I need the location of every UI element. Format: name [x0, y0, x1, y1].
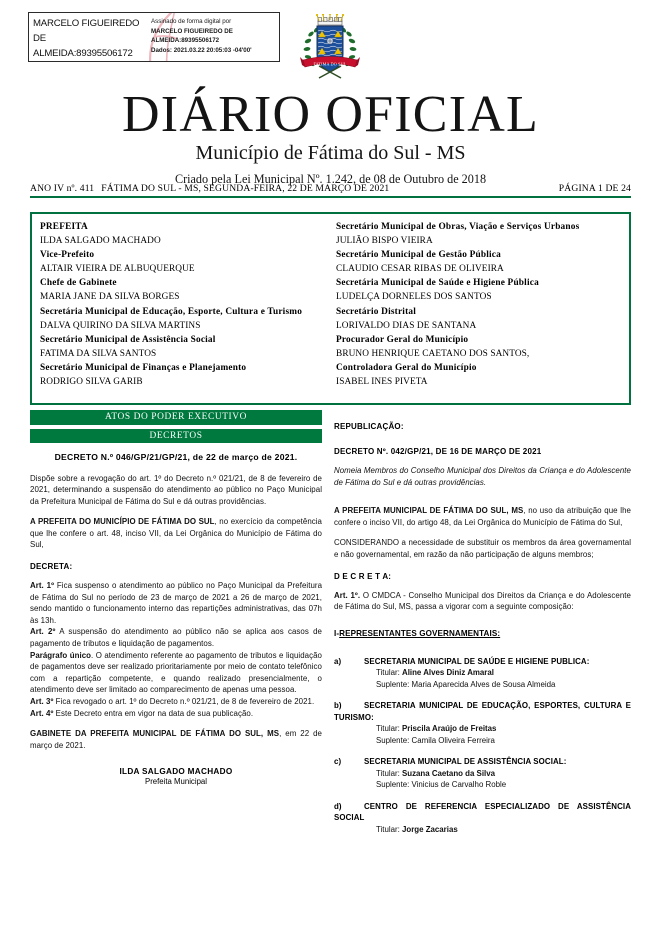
officials-column-right: [330, 218, 629, 403]
republicacao-heading: REPUBLICAÇÃO:: [334, 422, 404, 431]
section-bar-atos: ATOS DO PODER EXECUTIVO: [30, 410, 322, 425]
signatory-role-left: Prefeita Municipal: [145, 777, 207, 787]
article-1-text-right: O CMDCA - Conselho Municipal dos Direitos da Criança e do Adolescente de Fátima do Sul, MS, passa a vigorar com a seguinte composição:: [334, 590, 631, 612]
official-name: RODRIGO SILVA GARIB: [40, 377, 143, 388]
entry-titular: [376, 824, 631, 835]
entry-letter: c): [334, 757, 342, 767]
article-2-left: [30, 626, 322, 649]
signatory-name-left: ILDA SALGADO MACHADO: [119, 767, 233, 777]
paragrafo-unico-text-left: . O atendimento referente ao pagamento de tributos e liquidação de pagamentos deve ser realizado prioritariamente por meio de contato telefônico com a repartição competente, e quando realizado presencialmente, o atendimento deve ser limitado ao comparecimento de apenas uma pessoa.: [30, 650, 322, 695]
decreta-heading-left: DECRETA:: [30, 562, 73, 572]
representantes-title: REPRESENTANTES GOVERNAMENTAIS:: [339, 628, 501, 638]
entry-org: SECRETARIA MUNICIPAL DE SAÚDE E HIGIENE PUBLICA:: [364, 656, 590, 666]
official-role: Chefe de Gabinete: [40, 278, 117, 289]
preamble-bold-left: A PREFEITA DO MUNICÍPIO DE FÁTIMA DO SUL: [30, 517, 215, 527]
official-role: Controladora Geral do Município: [336, 362, 477, 373]
suplente-name: Maria Aparecida Alves de Sousa Almeida: [411, 679, 556, 689]
signature-detail-line-1: Assinado de forma digital por: [151, 18, 232, 25]
titular-name: Priscila Araújo de Freitas: [402, 724, 497, 734]
article-1-right: [334, 590, 631, 613]
official-role: Secretária Municipal de Saúde e Higiene Pública: [336, 278, 539, 289]
entry-titular: [376, 768, 631, 779]
entry-titular: [376, 723, 631, 734]
list-item: [334, 700, 631, 723]
signature-detail-line-4: Dados: 2021.03.22 20:05:03 -04'00': [151, 46, 252, 54]
issue-number: ANO IV nº. 411: [30, 183, 95, 194]
article-3-left: [30, 696, 322, 708]
titular-name: Suzana Caetano da Silva: [402, 768, 495, 778]
entry-suplente: [376, 735, 631, 746]
list-item: [334, 656, 631, 668]
official-name: LUDELÇA DORNELES DOS SANTOS: [336, 292, 492, 303]
decreta-heading-right: D E C R E T A:: [334, 571, 392, 581]
official-role: Secretário Municipal de Gestão Pública: [336, 250, 501, 261]
entry-org: SECRETARIA MUNICIPAL DE EDUCAÇÃO, ESPORTES, CULTURA E TURISMO:: [334, 701, 631, 722]
preamble-bold-right: A PREFEITA MUNICIPAL DE FÁTIMA DO SUL, MS: [334, 506, 524, 516]
suplente-label: Suplente:: [376, 780, 412, 790]
official-name: ALTAIR VIEIRA DE ALBUQUERQUE: [40, 264, 195, 275]
official-name: ILDA SALGADO MACHADO: [40, 236, 161, 247]
signature-detail-line-2: MARCELO FIGUEIREDO DE: [151, 27, 233, 35]
paragrafo-unico-label-left: Parágrafo único: [30, 650, 92, 660]
official-role: Secretário Municipal de Assistência Social: [40, 334, 216, 345]
masthead-law-line: Criado pela Lei Municipal Nº. 1.242, de 08 de Outubro de 2018: [174, 172, 487, 186]
page-title: DIÁRIO OFICIAL: [122, 86, 539, 143]
suplente-label: Suplente:: [376, 735, 412, 745]
suplente-label: Suplente:: [376, 679, 412, 689]
article-3-text-left: Fica revogado o art. 1º do Decreto n.º 021/21, de 8 de fevereiro de 2021.: [53, 697, 315, 706]
gabinete-rest-left: , em 22 de março de 2021.: [30, 729, 322, 750]
decree-title-left: DECRETO N.º 046/GP/21/GP/21, de 22 de março de 2021.: [54, 452, 298, 462]
official-name: DALVA QUIRINO DA SILVA MARTINS: [40, 320, 201, 331]
official-role: Procurador Geral do Município: [336, 334, 469, 345]
official-name: LORIVALDO DIAS DE SANTANA: [336, 320, 477, 331]
article-3-label-left: Art. 3º: [30, 697, 54, 706]
issue-bar: [30, 183, 631, 198]
article-1-label-right: Art. 1º.: [334, 590, 361, 600]
officials-box: [30, 212, 631, 405]
entry-suplente: [376, 679, 631, 690]
decree-preamble-right: [334, 505, 631, 528]
representantes-heading: [334, 629, 631, 638]
considerando-right: CONSIDERANDO a necessidade de substituir os membros da área governamental e não governamental, em razão da não participação de alguns membros;: [334, 538, 631, 559]
digital-signature-stamp: [28, 12, 280, 62]
titular-label: Titular:: [376, 824, 403, 834]
article-4-left: [30, 708, 322, 720]
article-2-label-left: Art. 2º: [30, 627, 56, 637]
official-name: ISABEL INES PIVETA: [336, 377, 428, 388]
official-name: FATIMA DA SILVA SANTOS: [40, 348, 157, 359]
decree-ementa-right: Nomeia Membros do Conselho Municipal dos Direitos da Criança e do Adolescente de Fátima do Sul e dá outras providências.: [334, 466, 631, 487]
official-role: PREFEITA: [40, 222, 88, 232]
entry-letter: a): [334, 656, 342, 666]
paragrafo-unico-left: [30, 650, 322, 696]
article-1-text-left: Fica suspenso o atendimento ao público no Paço Municipal da Prefeitura de Fátima do Sul no período de 23 de março de 2021 a 26 de março de 2021, sendo mantido o funcionamento interno das repartições administrativas, das 07h às 13h.: [30, 581, 323, 625]
gabinete-bold-left: GABINETE DA PREFEITA MUNICIPAL DE FÁTIMA DO SUL, MS: [30, 729, 280, 739]
list-item: [334, 756, 631, 768]
gabinete-line-left: [30, 728, 322, 751]
official-name: MARIA JANE DA SILVA BORGES: [40, 292, 180, 303]
issue-left-group: [30, 183, 389, 194]
official-name: JULIÃO BISPO VIEIRA: [336, 236, 433, 247]
masthead: [0, 88, 661, 187]
entry-suplente: [376, 779, 631, 790]
column-left: [30, 410, 322, 930]
entry-letter: d): [334, 801, 342, 811]
decree-title-right: DECRETO Nº. 042/GP/21, DE 16 DE MARÇO DE 2021: [334, 447, 542, 456]
body-columns: [30, 410, 631, 930]
issue-page-number: PÁGINA 1 DE 24: [558, 183, 631, 194]
titular-name: Jorge Zacarias: [402, 824, 458, 834]
entry-titular: [376, 667, 631, 678]
official-name: BRUNO HENRIQUE CAETANO DOS SANTOS,: [336, 348, 530, 359]
column-right: [334, 410, 631, 930]
representantes-prefix: I-: [334, 628, 340, 638]
official-role: Secretário Municipal de Finanças e Planejamento: [40, 362, 247, 373]
article-1-left: [30, 580, 322, 626]
official-role: Secretário Municipal de Obras, Viação e Serviços Urbanos: [336, 222, 580, 232]
preamble-rest-right: , no uso da atribuição que lhe confere o inciso VII, do artigo 48, da Lei Orgânica do Município de Fátima do Sul,: [334, 506, 631, 527]
signature-name-block: [29, 13, 148, 61]
preamble-rest-left: , no exercício da competência que lhe confere o art. 48, inciso VII, da Lei Orgânica do Município de Fátima do Sul,: [30, 517, 322, 550]
svg-text:FATIMA DO SUL: FATIMA DO SUL: [313, 61, 347, 67]
officials-column-left: [32, 218, 330, 403]
signature-name-line-3: ALMEIDA:89395506172: [33, 48, 133, 59]
official-role: Vice-Prefeito: [40, 250, 95, 261]
signature-detail-line-3: ALMEIDA:89395506172: [151, 37, 220, 45]
titular-name: Aline Alves Diniz Amaral: [402, 668, 494, 678]
article-1-label-left: Art. 1º: [30, 581, 55, 591]
entry-org: SECRETARIA MUNICIPAL DE ASSISTÊNCIA SOCIAL:: [364, 757, 567, 767]
entry-org: CENTRO DE REFERENCIA ESPECIALIZADO DE ASSISTÊNCIA SOCIAL: [334, 801, 631, 823]
official-role: Secretária Municipal de Educação, Esporte, Cultura e Turismo: [40, 306, 303, 317]
article-4-text-left: Este Decreto entra em vigor na data de sua publicação.: [53, 708, 254, 718]
section-bar-decretos: DECRETOS: [30, 429, 322, 444]
decree-ementa-left: Dispõe sobre a revogação do art. 1º do Decreto n.º 021/21, de 8 de fevereiro de 2021, determinando a suspensão do atendimento ao público no Paço Municipal da Prefeitura Municipal de Fátima do Sul e dá outras providências.: [30, 473, 322, 506]
titular-label: Titular:: [376, 724, 403, 734]
suplente-name: Camila Oliveira Ferreira: [411, 735, 495, 745]
entry-letter: b): [334, 701, 342, 711]
suplente-name: Vinicius de Carvalho Roble: [411, 780, 507, 790]
official-name: CLAUDIO CESAR RIBAS DE OLIVEIRA: [336, 264, 504, 275]
article-2-text-left: A suspensão do atendimento ao público não se aplica aos casos de pagamento de tributos e liquidação de pagamentos.: [30, 627, 322, 649]
issue-place-date: FÁTIMA DO SUL - MS, SEGUNDA-FEIRA, 22 DE MARÇO DE 2021: [101, 183, 390, 194]
masthead-subtitle: Município de Fátima do Sul - MS: [195, 142, 466, 164]
signature-detail-block: [148, 13, 279, 61]
signature-name-line-1: MARCELO FIGUEIREDO: [33, 18, 140, 29]
coat-of-arms-icon: [297, 14, 363, 86]
decree-preamble-left: [30, 516, 322, 551]
titular-label: Titular:: [376, 668, 403, 678]
official-role: Secretário Distrital: [336, 306, 416, 317]
list-item: [334, 801, 631, 824]
titular-label: Titular:: [376, 768, 403, 778]
article-4-label-left: Art. 4º: [30, 708, 54, 718]
signature-name-line-2: DE: [33, 33, 46, 44]
